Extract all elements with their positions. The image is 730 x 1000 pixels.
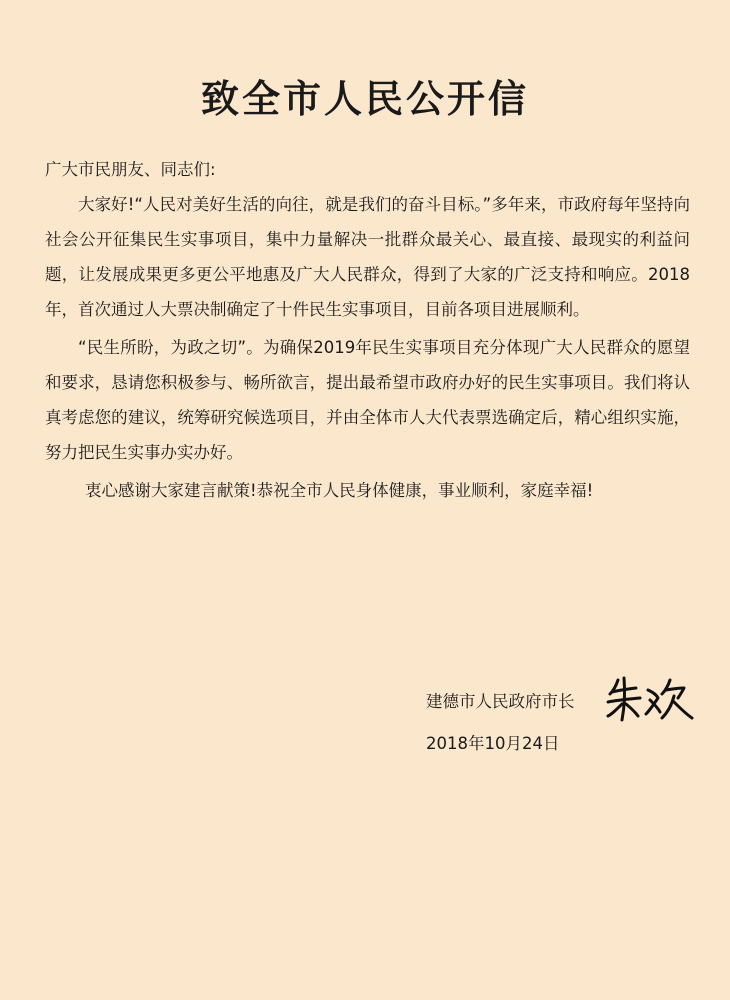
- signature-block: [426, 684, 575, 762]
- letter-greeting: 广大市民朋友、同志们:: [45, 160, 216, 179]
- letter-body: [45, 152, 690, 508]
- letter-title: 致全市人民公开信: [200, 77, 529, 121]
- handwritten-signature: [604, 672, 694, 726]
- letter-paragraph-2: “民生所盼，为政之切”。为确保2019年民生实事项目充分体现广大人民群众的愿望和要求，恳请您积极参与、畅所欲言，提出最希望市政府办好的民生实事项目。我们将认真考虑您的建议，统筹研究候选项目，并由全体市人大代表票选确定后，精心组织实施，努力把民生实事办实办好。: [45, 338, 690, 462]
- letter-closing: 衷心感谢大家建言献策!恭祝全市人民身体健康，事业顺利，家庭幸福!: [85, 481, 594, 500]
- signature-date: 2018年10月24日: [426, 734, 560, 753]
- letter-paragraph-1: 大家好!“人民对美好生活的向往，就是我们的奋斗目标。”多年来，市政府每年坚持向社会公开征集民生实事项目，集中力量解决一批群众最关心、最直接、最现实的利益问题，让发展成果更多更公平地惠及广大人民群众，得到了大家的广泛支持和响应。2018年，首次通过人大票决制确定了十件民生实事项目，目前各项目进展顺利。: [45, 195, 690, 319]
- signature-office: 建德市人民政府市长: [426, 692, 575, 711]
